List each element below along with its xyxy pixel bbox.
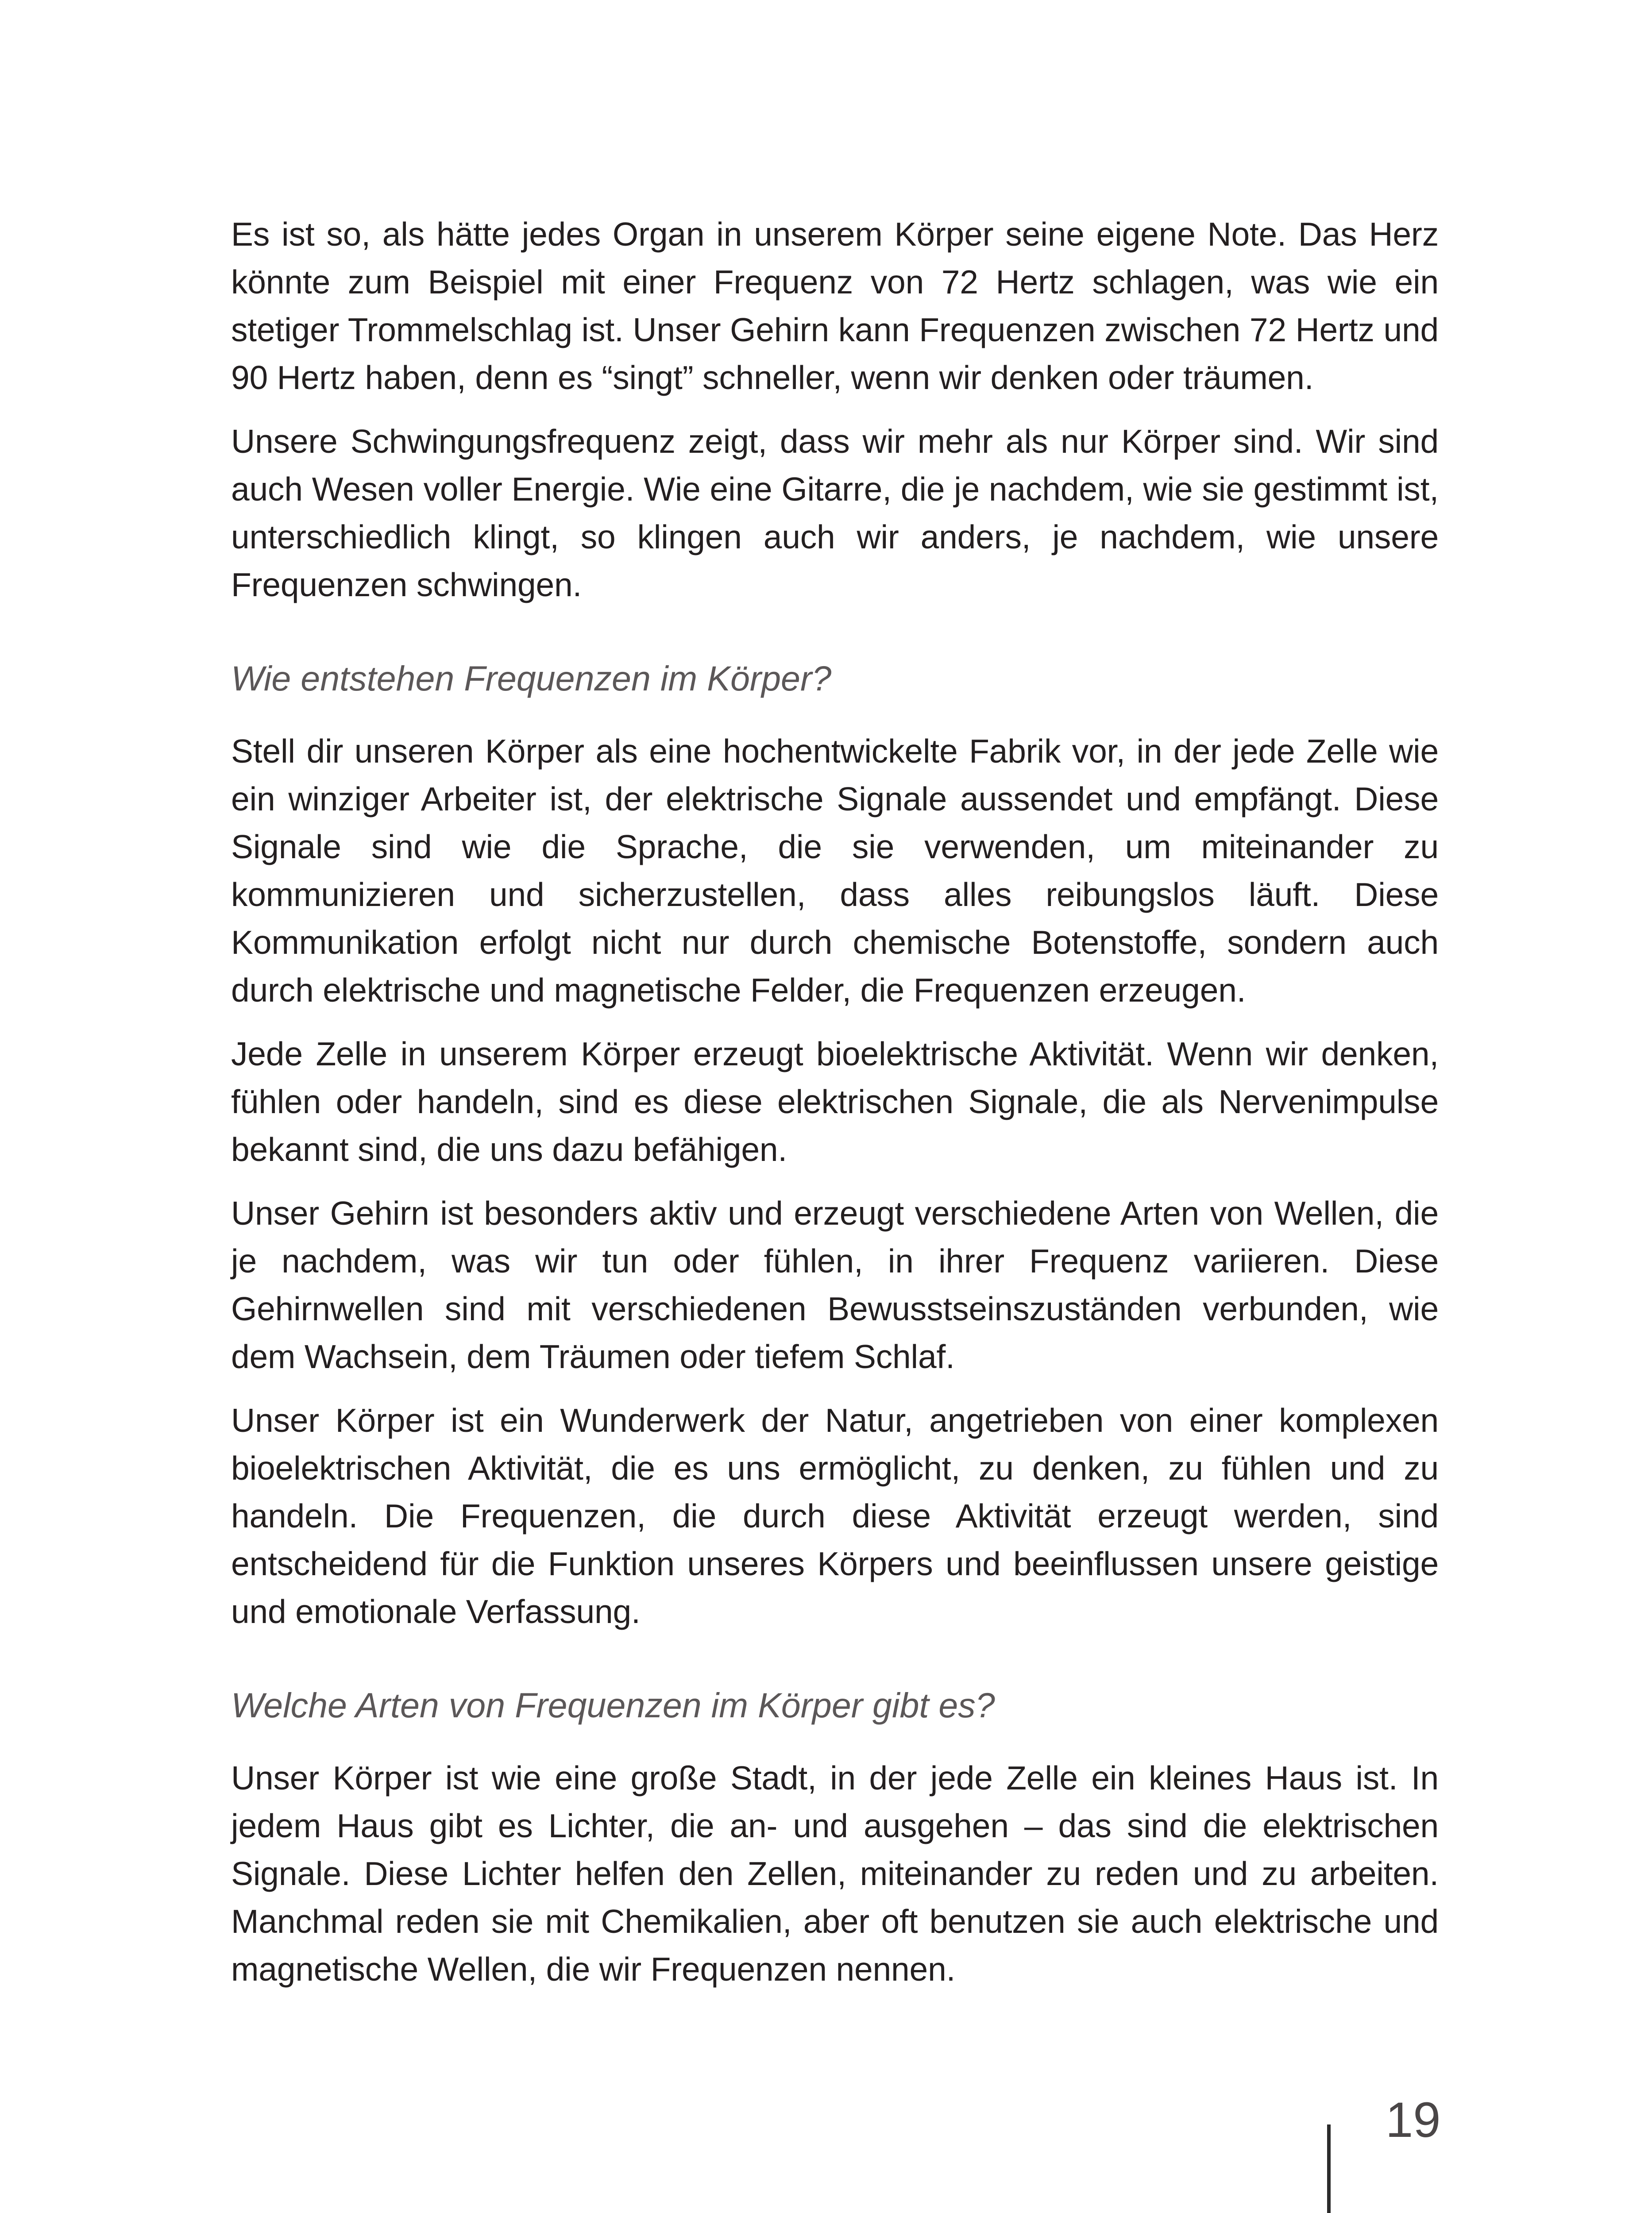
paragraph-factory: Stell dir unseren Körper als eine hochentwickelte Fabrik vor, in der jede Zelle wie ein winziger Arbeiter ist, der elektrische Signale aussendet und empfängt. Diese Signale sind wie die Sprache, die sie verwenden, um miteinander zu kommunizieren und sicherzustellen, dass alles reibungslos läuft. Diese Kommunikation erfolgt nicht nur durch chemische Botenstoffe, sondern auch durch elektrische und magnetische Felder, die Frequenzen erzeugen. — [231, 733, 1439, 1009]
paragraph-vibration-frequency: Unsere Schwingungsfrequenz zeigt, dass wir mehr als nur Körper sind. Wir sind auch Wesen voller Energie. Wie eine Gitarre, die je nachdem, wie sie gestimmt ist, unterschiedlich klingt, so klingen auch wir anders, je nachdem, wie unsere Frequenzen schwingen. — [231, 423, 1439, 603]
paragraph-bioelectric: Jede Zelle in unserem Körper erzeugt bioelektrische Aktivität. Wenn wir denken, fühlen oder handeln, sind es diese elektrischen Signale, die als Nervenimpulse bekannt sind, die uns dazu befähigen. — [231, 1035, 1439, 1168]
page-number: 19 — [1386, 2092, 1441, 2147]
paragraph-wonder: Unser Körper ist ein Wunderwerk der Natur, angetrieben von einer komplexen bioelektrischen Aktivität, die es uns ermöglicht, zu denken, zu fühlen und zu handeln. Die Frequenzen, die durch diese Aktivität erzeugt werden, sind entscheidend für die Funktion unseres Körpers und beeinflussen unsere geistige und emotionale Verfassung. — [231, 1402, 1439, 1630]
section-heading-types: Welche Arten von Frequenzen im Körper gibt es? — [231, 1685, 995, 1725]
paragraph-city: Unser Körper ist wie eine große Stadt, in der jede Zelle ein kleines Haus ist. In jedem Haus gibt es Lichter, die an- und ausgehen – das sind die elektrischen Signale. Diese Lichter helfen den Zellen, miteinander zu reden und zu arbeiten. Manchmal reden sie mit Chemikalien, aber oft benutzen sie auch elektrische und magnetische Wellen, die wir Frequenzen nennen. — [231, 1759, 1439, 1988]
section-heading-origin: Wie entstehen Frequenzen im Körper? — [231, 659, 832, 698]
page-number-divider — [1327, 2124, 1331, 2213]
paragraph-organ-notes: Es ist so, als hätte jedes Organ in unserem Körper seine eigene Note. Das Herz könnte zum Beispiel mit einer Frequenz von 72 Hertz schlagen, was wie ein stetiger Trommelschlag ist. Unser Gehirn kann Frequenzen zwischen 72 Hertz und 90 Hertz haben, denn es “singt” schneller, wenn wir denken oder träumen. — [231, 216, 1439, 396]
paragraph-brainwaves: Unser Gehirn ist besonders aktiv und erzeugt verschiedene Arten von Wellen, die je nachdem, was wir tun oder fühlen, in ihrer Frequenz variieren. Diese Gehirnwellen sind mit verschiedenen Bewusstseinszuständen verbunden, wie dem Wachsein, dem Träumen oder tiefem Schlaf. — [231, 1195, 1439, 1375]
page-body — [231, 210, 1439, 2009]
